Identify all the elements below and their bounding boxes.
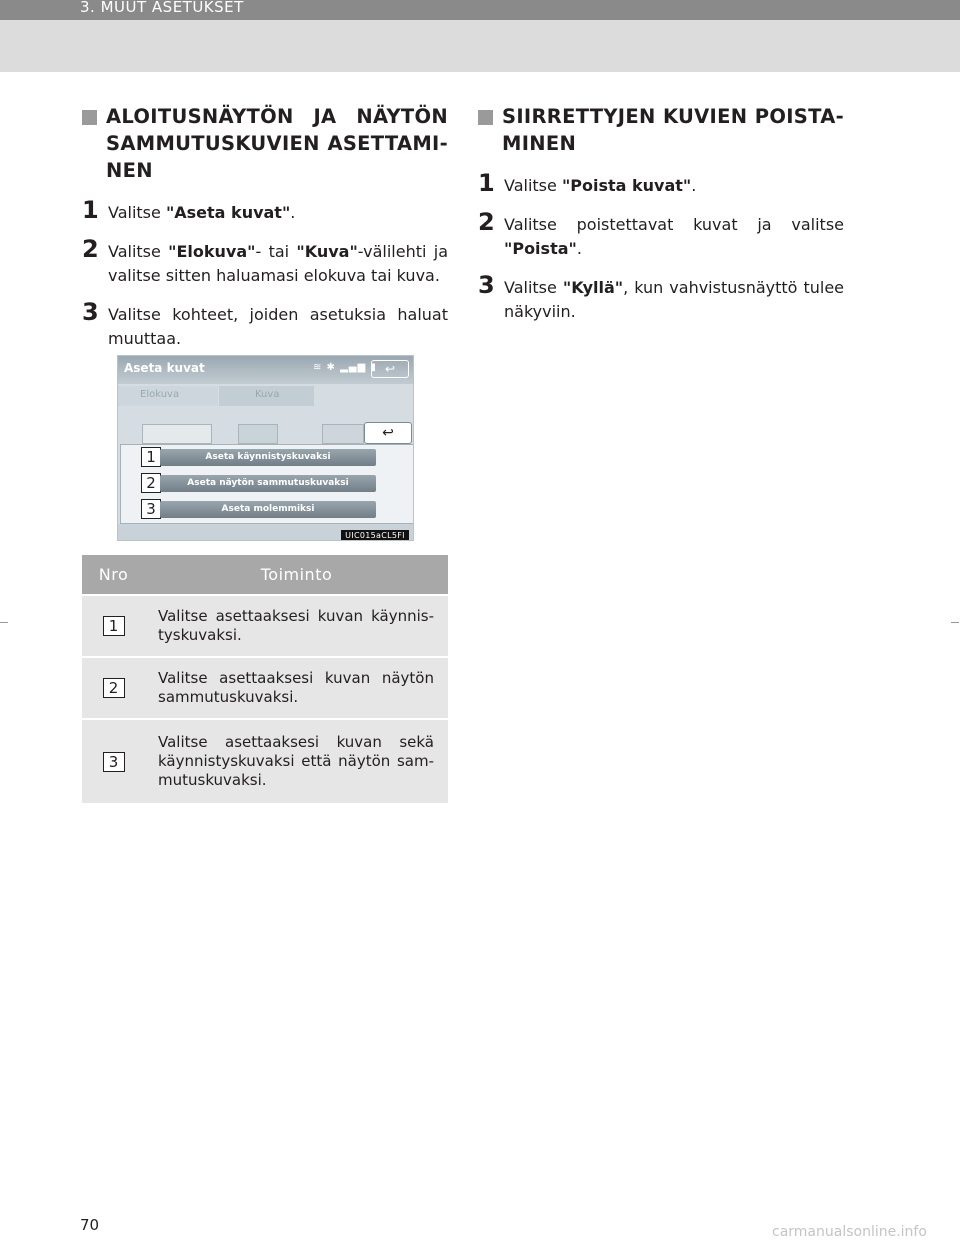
thumbnail[interactable]	[142, 424, 212, 444]
set-startup-button[interactable]: Aseta käynnistyskuvaksi	[160, 449, 376, 466]
set-both-button[interactable]: Aseta molemmiksi	[160, 501, 376, 518]
step-bold: "Aseta kuvat"	[165, 203, 291, 222]
step-bold: "Kyllä"	[562, 278, 624, 297]
step-text: -välilehti ja valitse sitten haluamasi elokuva tai kuva.	[108, 242, 448, 285]
crop-mark-left	[0, 622, 8, 623]
left-step-3	[82, 298, 448, 351]
step-number: 2	[478, 208, 495, 236]
status-icons: ≋ ✱ ▂▄▆ ▮	[313, 362, 377, 373]
step-text: .	[290, 203, 296, 222]
step-text: , kun vahvistusnäyttö tulee näkyviin.	[504, 278, 845, 321]
step-text: - tai	[255, 242, 297, 261]
table-row	[82, 719, 448, 803]
tab-image[interactable]	[219, 386, 314, 406]
table-cell-text: Valitse asettaaksesi kuvan käynnis-tyskuvaksi.	[145, 595, 448, 657]
table-row	[82, 657, 448, 719]
table-cell-num	[82, 719, 145, 803]
tab-image-label: Kuva	[255, 389, 280, 400]
step-number: 1	[82, 196, 99, 224]
right-step-2	[478, 208, 844, 261]
tab-movie[interactable]	[118, 386, 218, 406]
table-cell-num	[82, 657, 145, 719]
number-box: 3	[103, 752, 125, 772]
right-step-1	[478, 169, 844, 198]
step-text: Valitse kohteet, joiden asetuksia haluat muuttaa.	[108, 305, 448, 348]
table-header-row	[82, 555, 448, 595]
callout-number: 3	[141, 499, 161, 519]
number-box: 2	[103, 678, 125, 698]
page-number: 70	[80, 1216, 100, 1234]
step-number: 3	[478, 271, 495, 299]
number-box: 1	[103, 616, 125, 636]
step-number: 1	[478, 169, 495, 197]
callout-number: 2	[141, 473, 161, 493]
left-section	[82, 103, 448, 351]
thumbnail[interactable]	[322, 424, 364, 444]
bullet-square-icon	[82, 110, 97, 125]
step-number: 2	[82, 235, 99, 263]
header-bar	[0, 0, 960, 20]
table-row	[82, 595, 448, 657]
screen-figure	[117, 355, 414, 541]
right-section	[478, 103, 844, 324]
table-header-nro: Nro	[82, 555, 145, 595]
table-cell-text: Valitse asettaaksesi kuvan näytön sammutuskuvaksi.	[145, 657, 448, 719]
left-step-2	[82, 235, 448, 288]
thumbnail[interactable]	[238, 424, 278, 444]
step-text: .	[691, 176, 697, 195]
left-step-1	[82, 196, 448, 225]
tab-movie-label: Elokuva	[140, 389, 180, 400]
step-text: Valitse poistettavat kuvat ja valitse	[504, 215, 844, 234]
callout-number: 1	[141, 447, 161, 467]
screen-title: Aseta kuvat	[124, 361, 205, 375]
set-shutdown-button[interactable]: Aseta näytön sammutuskuvaksi	[160, 475, 376, 492]
step-bold: "Elokuva"	[168, 242, 256, 261]
options-popup	[120, 444, 414, 524]
watermark: carmanualsonline.info	[772, 1224, 927, 1240]
step-number: 3	[82, 298, 99, 326]
left-heading	[82, 103, 448, 184]
table-header-function: Toiminto	[145, 555, 448, 595]
right-heading	[478, 103, 844, 157]
step-bold: "Poista"	[504, 239, 577, 258]
bullet-square-icon	[478, 110, 493, 125]
right-step-3	[478, 271, 845, 324]
section-title: 3. MUUT ASETUKSET	[80, 0, 244, 16]
step-text: Valitse	[108, 242, 169, 261]
table-cell-num	[82, 595, 145, 657]
step-text: Valitse	[108, 203, 166, 222]
step-bold: "Kuva"	[296, 242, 358, 261]
step-text: .	[576, 239, 582, 258]
left-heading-text: ALOITUSNÄYTÖN JA NÄYTÖN SAMMUTUSKUVIEN ASETTAMI-NEN	[106, 105, 448, 182]
step-text: Valitse	[504, 176, 562, 195]
popup-back-button[interactable]: ↩	[364, 422, 412, 444]
function-table	[82, 555, 448, 803]
table-cell-text: Valitse asettaaksesi kuvan sekä käynnistyskuvaksi että näytön sam-mutuskuvaksi.	[145, 719, 448, 803]
figure-code: UIC015aCL5FI	[341, 530, 409, 541]
step-text: Valitse	[504, 278, 563, 297]
right-heading-text: SIIRRETTYJEN KUVIEN POISTA-MINEN	[502, 105, 844, 155]
crop-mark-right	[951, 622, 959, 623]
step-bold: "Poista kuvat"	[561, 176, 692, 195]
top-back-button[interactable]: ↩	[371, 360, 409, 378]
